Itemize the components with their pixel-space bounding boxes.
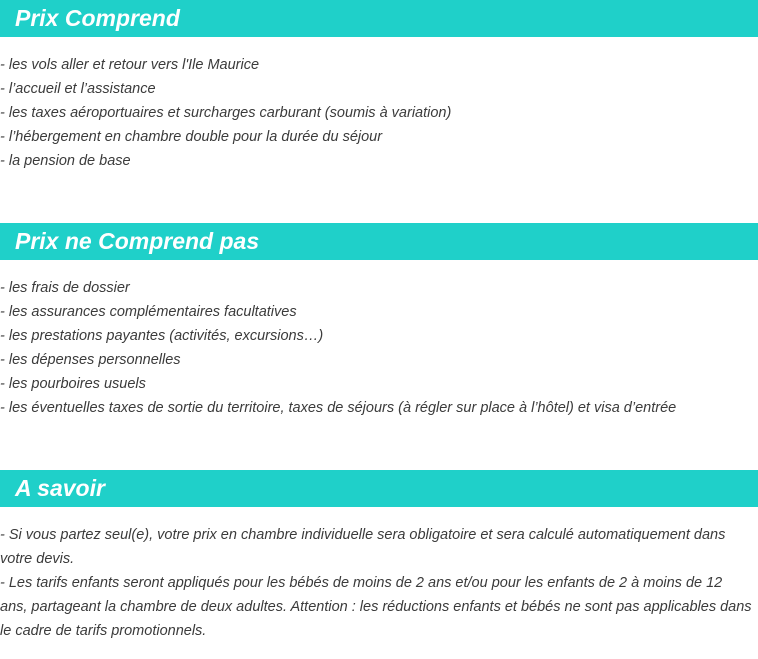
notes-block <box>0 523 752 643</box>
note-paragraph: - Les tarifs enfants seront appliqués pour les bébés de moins de 2 ans et/ou pour les enfants de 2 à moins de 12 ans, partageant la chambre de deux adultes. Attention : les réductions enfants et bébés ne sont pas applicables dans le cadre de tarifs promotionnels. <box>0 575 752 639</box>
list-item: - l’accueil et l’assistance <box>0 81 156 97</box>
section-title: Prix ne Comprend pas <box>15 228 260 254</box>
list-item: - les pourboires usuels <box>0 376 146 392</box>
excluded-list <box>0 276 758 420</box>
section-title: Prix Comprend <box>15 5 180 31</box>
section-header-prix-comprend <box>0 0 758 37</box>
list-item: - les assurances complémentaires facultatives <box>0 304 297 320</box>
list-item: - l’hébergement en chambre double pour la durée du séjour <box>0 129 383 145</box>
section-header-a-savoir <box>0 470 758 507</box>
list-item: - les frais de dossier <box>0 280 130 296</box>
section-header-prix-ne-comprend-pas <box>0 223 758 260</box>
list-item: - les vols aller et retour vers l'Ile Maurice <box>0 57 260 73</box>
note-paragraph: - Si vous partez seul(e), votre prix en chambre individuelle sera obligatoire et sera calculé automatiquement dans votre devis. <box>0 527 726 567</box>
list-item: - la pension de base <box>0 153 131 169</box>
list-item: - les taxes aéroportuaires et surcharges carburant (soumis à variation) <box>0 105 452 121</box>
list-item: - les éventuelles taxes de sortie du territoire, taxes de séjours (à régler sur place à l’hôtel) et visa d’entrée <box>0 400 677 416</box>
list-item: - les prestations payantes (activités, excursions…) <box>0 328 324 344</box>
section-title: A savoir <box>15 475 105 501</box>
included-list <box>0 53 758 173</box>
list-item: - les dépenses personnelles <box>0 352 181 368</box>
